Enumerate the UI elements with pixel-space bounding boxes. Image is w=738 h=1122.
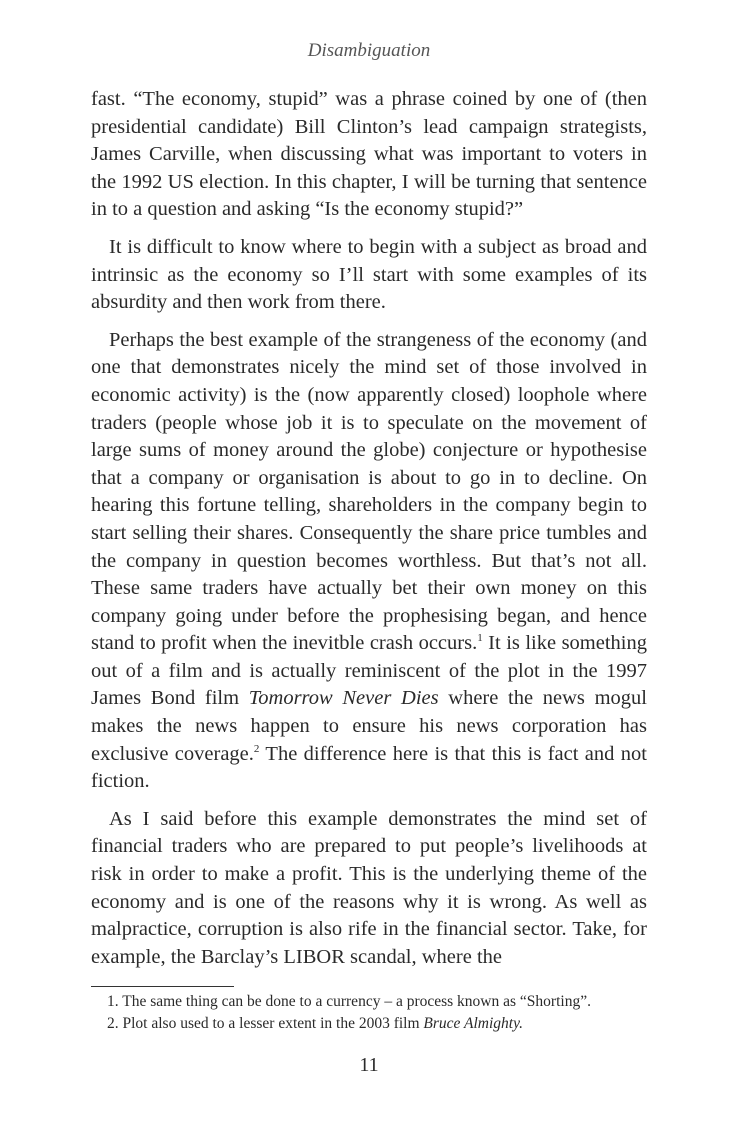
film-title-bruce-almighty: Bruce Almighty. xyxy=(423,1015,524,1032)
footnote-ref-1: 1 xyxy=(477,632,483,645)
page-number: 11 xyxy=(359,1054,379,1076)
paragraph-3-text-b: It is like something out of a film and is actually reminiscent of the plot in the 1997 James Bond film xyxy=(91,632,647,710)
film-title-tomorrow-never-dies: Tomorrow Never Dies xyxy=(248,687,439,710)
paragraph-1: fast. “The economy, stupid” was a phrase coined by one of (then presidential candidate) Bill Clinton’s lead campaign strategists, James Carville, when discussing what was important to voters in the 1992 US election. In this chapter, I will be turning that sentence in to a question and asking “Is the economy stupid?” xyxy=(91,88,647,221)
paragraph-4: As I said before this example demonstrates the mind set of financial traders who are prepared to put people’s livelihoods at risk in order to make a profit. This is the underlying theme of the economy and is one of the reasons why it is wrong. As well as malpractice, corruption is also rife in the financial sector. Take, for example, the Barclay’s LIBOR scandal, where the xyxy=(91,807,647,968)
paragraph-3-text-d: The difference here is that this is fact and not fiction. xyxy=(91,742,647,793)
paragraph-3-text-a: Perhaps the best example of the strangeness of the economy (and one that demonstrates nicely the mind set of those involved in economic activity) is the (now apparently closed) loophole where traders (people whose job it is to speculate on the movement of large sums of money around the globe) conjecture or hypothesise that a company or organisation is about to go in to decline. On hearing this fortune telling, shareholders in the company begin to start selling their shares. Consequently the share price tumbles and the company in question becomes worthless. But that’s not all. These same traders have actually bet their own money on this company going under before the prophesising began, and hence stand to profit when the inevitble crash occurs. xyxy=(91,328,647,655)
footnote-rule xyxy=(91,986,234,987)
paragraph-2: It is difficult to know where to begin with a subject as broad and intrinsic as the economy so I’ll start with some examples of its absurdity and then work from there. xyxy=(91,235,647,314)
paragraph-3 xyxy=(91,327,647,796)
footnote-1: 1. The same thing can be done to a currency – a process known as “Shorting”. xyxy=(107,993,591,1010)
footnote-2 xyxy=(91,1013,651,1035)
footnote-ref-2: 2 xyxy=(253,742,260,755)
running-head: Disambiguation xyxy=(307,40,431,61)
body-text xyxy=(91,86,647,981)
footnotes xyxy=(91,991,651,1035)
paragraph-3-text-c: where the news mogul makes the news happen to ensure his news corporation has exclusive coverage. xyxy=(91,687,647,765)
footnote-2-text: 2. Plot also used to a lesser extent in the 2003 film xyxy=(107,1015,424,1032)
